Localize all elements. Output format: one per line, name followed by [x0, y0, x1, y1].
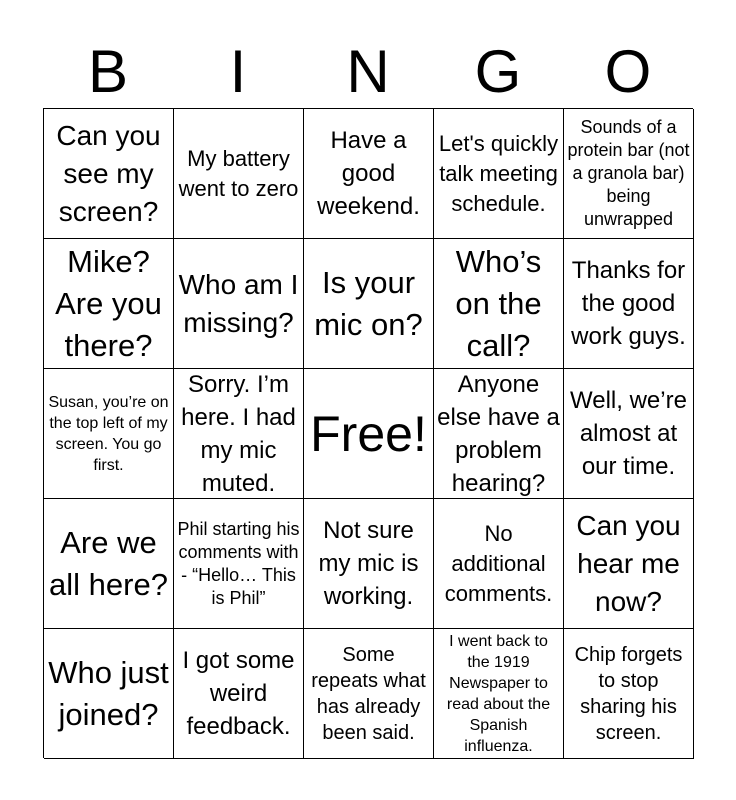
- cell-text: Chip forgets to stop sharing his screen.: [574, 643, 683, 744]
- cell-text: Thanks for the good work guys.: [571, 257, 686, 350]
- cell-text: I got some weird feedback.: [182, 647, 295, 740]
- header-letter-o: O: [604, 38, 652, 105]
- cell-text: Mike? Are you there?: [55, 243, 162, 363]
- bingo-cell[interactable]: [304, 239, 434, 369]
- cell-text: Can you hear me now?: [576, 509, 681, 617]
- bingo-cell[interactable]: [564, 369, 694, 499]
- cell-text: Who am I missing?: [178, 268, 299, 338]
- bingo-cell[interactable]: [434, 499, 564, 629]
- bingo-cell[interactable]: [564, 629, 694, 759]
- bingo-cell-free[interactable]: [304, 369, 434, 499]
- cell-text: No additional comments.: [444, 520, 553, 606]
- cell-text: Have a good weekend.: [317, 127, 420, 220]
- header-letter-i: I: [229, 38, 247, 105]
- cell-text: Sorry. I’m here. I had my mic muted.: [181, 370, 296, 497]
- bingo-cell[interactable]: [44, 369, 174, 499]
- bingo-cell[interactable]: [174, 369, 304, 499]
- free-space-text: Free!: [310, 405, 427, 462]
- cell-text: Anyone else have a problem hearing?: [437, 370, 560, 497]
- bingo-cell[interactable]: [174, 239, 304, 369]
- cell-text: Who’s on the call?: [455, 243, 542, 363]
- cell-text: Is your mic on?: [314, 264, 423, 342]
- bingo-cell[interactable]: [304, 109, 434, 239]
- bingo-grid: [43, 108, 693, 758]
- cell-text: Susan, you’re on the top left of my screen. You go first.: [48, 393, 169, 474]
- bingo-cell[interactable]: [564, 499, 694, 629]
- bingo-cell[interactable]: [564, 109, 694, 239]
- cell-text: My battery went to zero: [178, 145, 299, 201]
- cell-text: Are we all here?: [49, 524, 168, 602]
- bingo-cell[interactable]: [564, 239, 694, 369]
- cell-text: Sounds of a protein bar (not a granola bar) being unwrapped: [567, 117, 690, 229]
- bingo-cell[interactable]: [304, 629, 434, 759]
- bingo-cell[interactable]: [304, 499, 434, 629]
- bingo-cell[interactable]: [434, 239, 564, 369]
- bingo-cell[interactable]: [174, 629, 304, 759]
- header-letter-b: B: [87, 38, 129, 105]
- bingo-header: [43, 36, 693, 108]
- cell-text: Phil starting his comments with - “Hello… This is Phil”: [177, 518, 300, 608]
- bingo-cell[interactable]: [434, 369, 564, 499]
- bingo-cell[interactable]: [174, 109, 304, 239]
- bingo-cell[interactable]: [44, 499, 174, 629]
- cell-text: Let's quickly talk meeting schedule.: [438, 130, 559, 216]
- bingo-cell[interactable]: [44, 629, 174, 759]
- cell-text: I went back to the 1919 Newspaper to read about the Spanish influenza.: [446, 632, 551, 755]
- header-letter-n: N: [346, 38, 390, 105]
- cell-text: Well, we’re almost at our time.: [570, 387, 687, 480]
- bingo-cell[interactable]: [434, 109, 564, 239]
- header-letter-g: G: [474, 38, 522, 105]
- bingo-cell[interactable]: [44, 239, 174, 369]
- bingo-cell[interactable]: [174, 499, 304, 629]
- bingo-cell[interactable]: [434, 629, 564, 759]
- cell-text: Some repeats what has already been said.: [311, 643, 426, 744]
- cell-text: Who just joined?: [48, 654, 169, 732]
- cell-text: Can you see my screen?: [56, 119, 161, 227]
- cell-text: Not sure my mic is working.: [318, 517, 419, 610]
- bingo-cell[interactable]: [44, 109, 174, 239]
